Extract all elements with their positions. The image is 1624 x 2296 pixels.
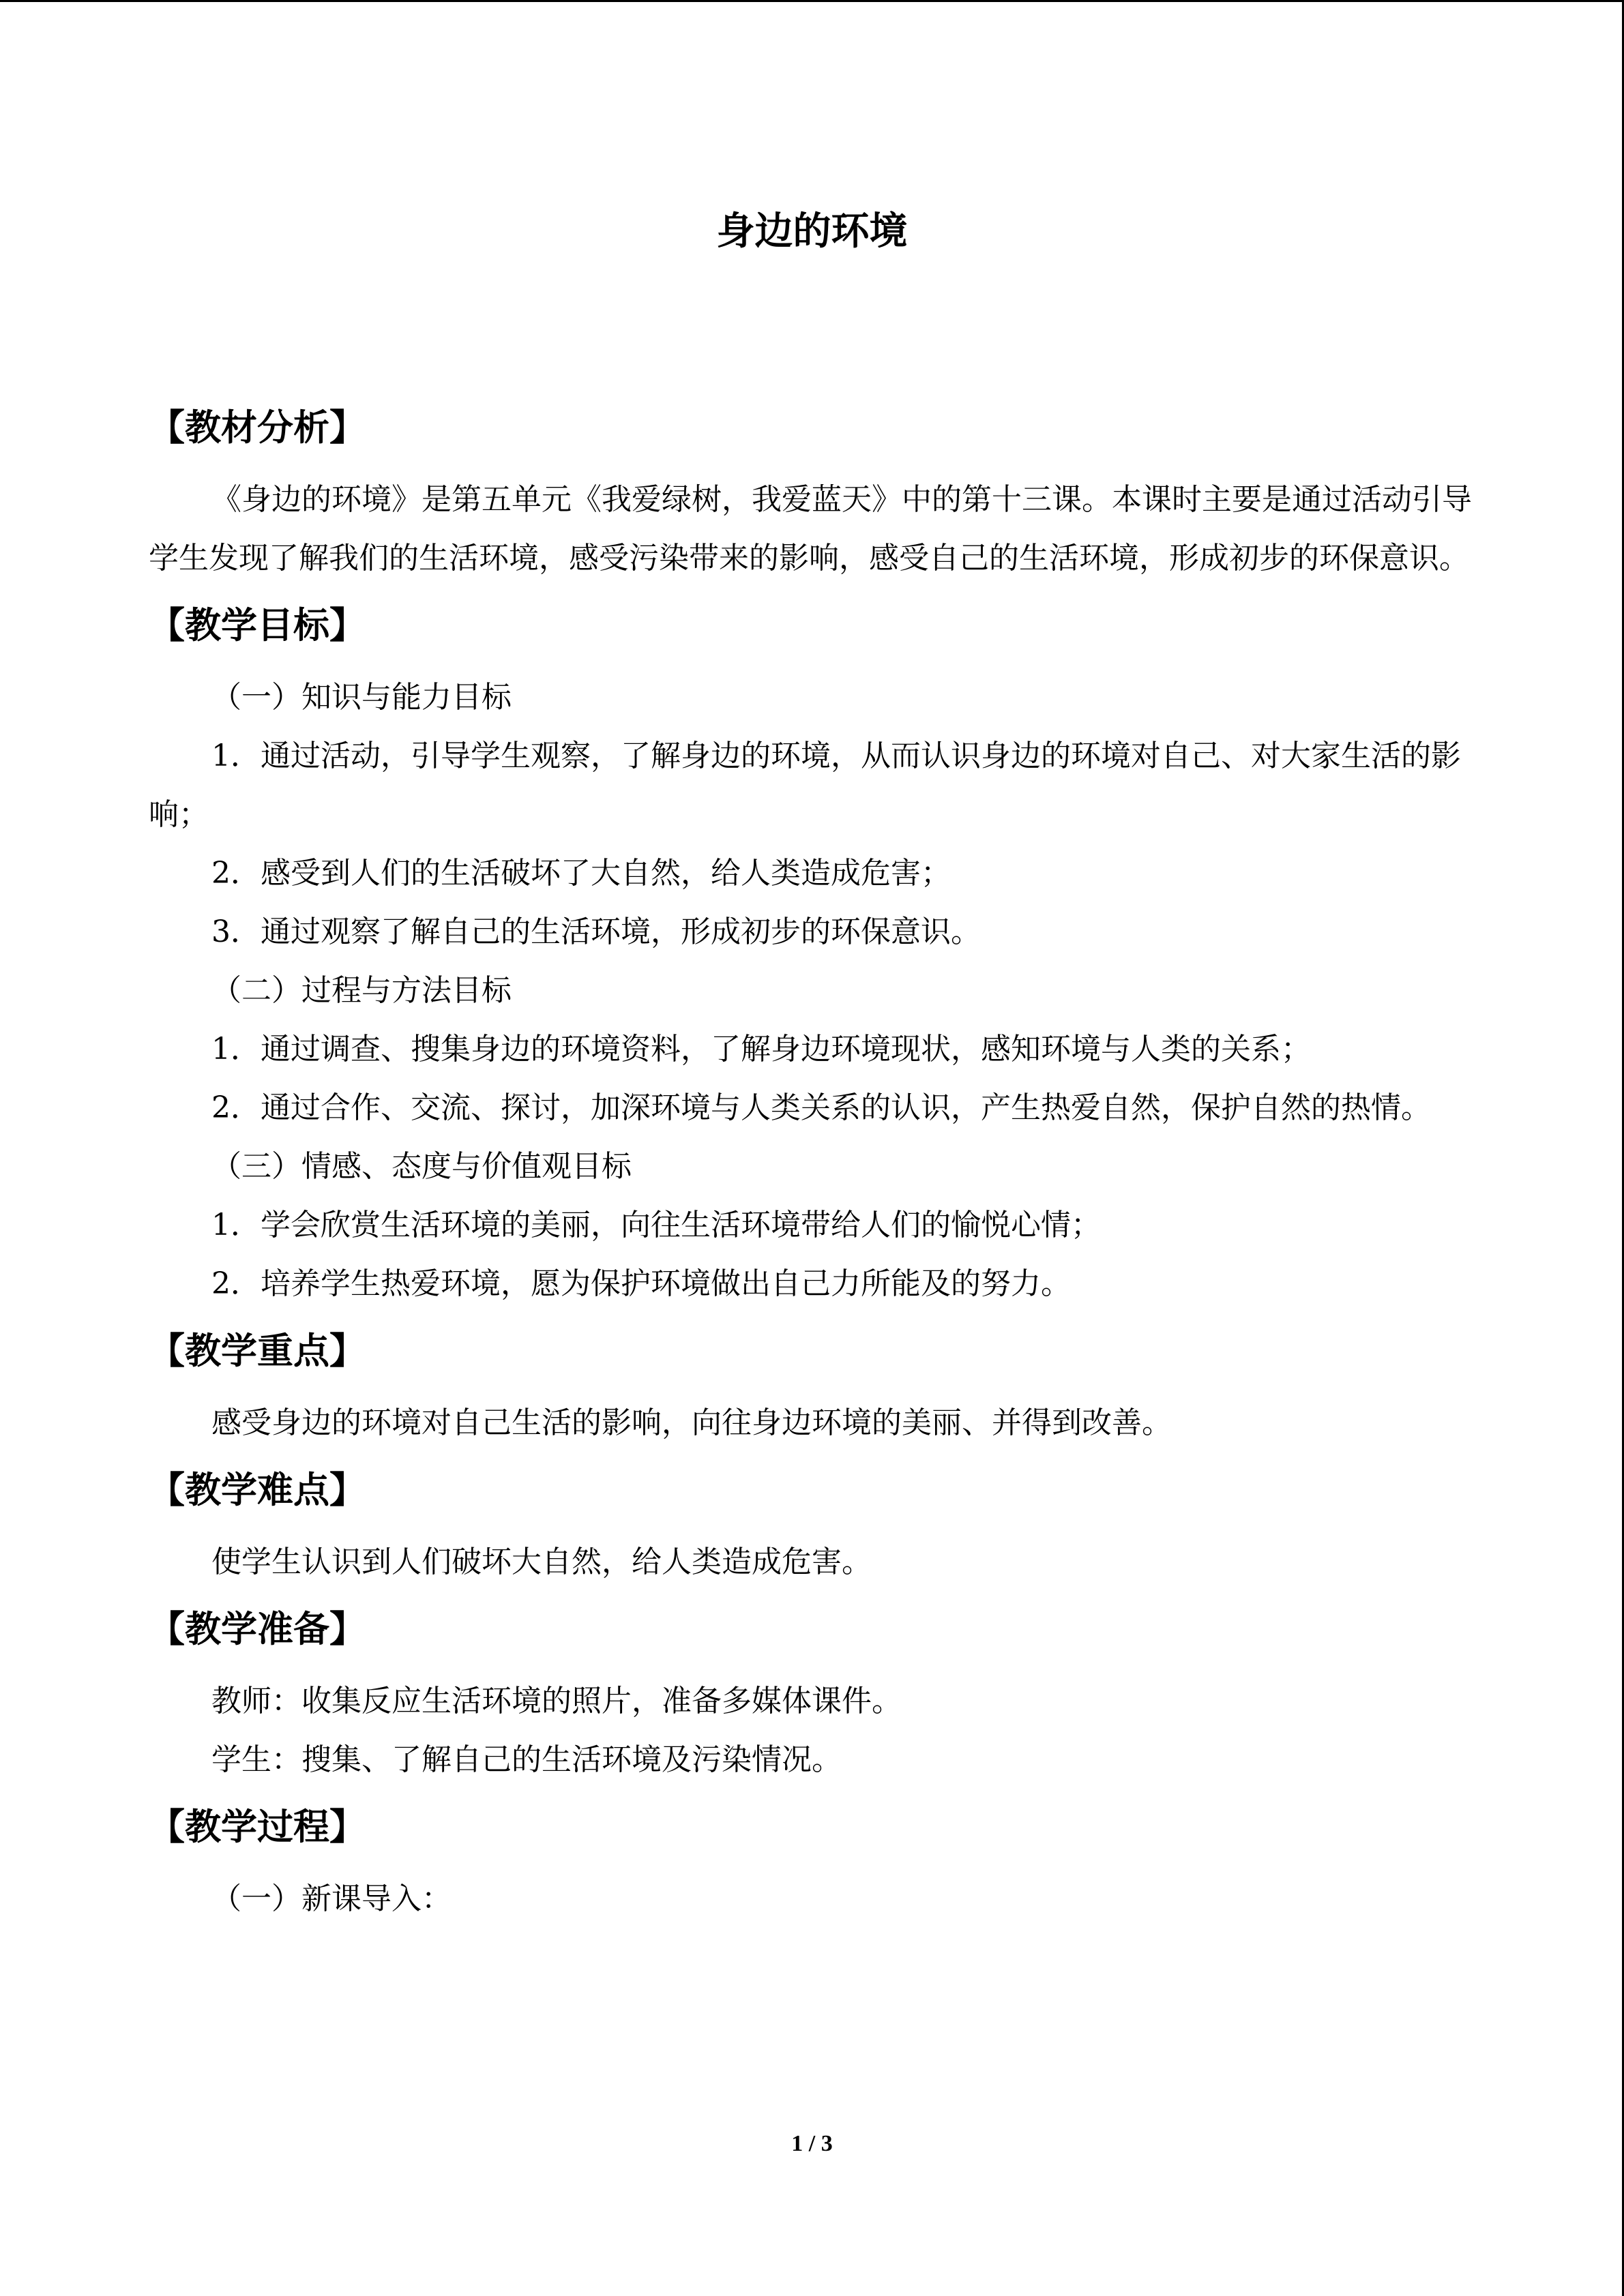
- goals-item-2-1: 1．通过调查、搜集身边的环境资料，了解身边环境现状，感知环境与人类的关系；: [211, 1032, 1311, 1067]
- goals-item-3-1: 1．学会欣赏生活环境的美丽，向往生活环境带给人们的愉悦心情；: [211, 1208, 1101, 1242]
- section-heading-key-points: 【教学重点】: [149, 1330, 366, 1372]
- key-points-paragraph: 感受身边的环境对自己生活的影响，向往身边环境的美丽、并得到改善。: [211, 1405, 1172, 1440]
- analysis-paragraph: 《身边的环境》是第五单元《我爱绿树，我爱蓝天》中的第十三课。本课时主要是通过活动引导学生发现了解我们的生活环境，感受污染带来的影响，感受自己的生活环境，形成初步的环保意识。: [149, 482, 1472, 576]
- goals-item-1-3: 3．通过观察了解自己的生活环境，形成初步的环保意识。: [211, 914, 981, 949]
- goals-item-1-1: 1．通过活动，引导学生观察，了解身边的环境，从而认识身边的环境对自己、对大家生活的影响；: [149, 739, 1461, 832]
- difficulties-paragraph: 使学生认识到人们破坏大自然，给人类造成危害。: [211, 1545, 872, 1579]
- process-subheading-1: （一）新课导入：: [211, 1881, 452, 1916]
- preparation-teacher: 教师：收集反应生活环境的照片，准备多媒体课件。: [211, 1684, 902, 1718]
- section-key-points: [149, 1319, 1475, 1452]
- section-heading-preparation: 【教学准备】: [149, 1609, 366, 1650]
- section-goals: [149, 593, 1475, 1313]
- section-heading-difficulties: 【教学难点】: [149, 1470, 366, 1511]
- section-analysis: [149, 396, 1475, 588]
- page-top-border: [0, 0, 1624, 2]
- goals-subheading-2: （二）过程与方法目标: [211, 973, 512, 1008]
- page-number: 1 / 3: [791, 2131, 833, 2156]
- section-heading-analysis: 【教材分析】: [149, 407, 366, 449]
- section-preparation: [149, 1597, 1475, 1789]
- section-heading-process: 【教学过程】: [149, 1806, 366, 1848]
- goals-subheading-1: （一）知识与能力目标: [211, 680, 512, 715]
- goals-item-2-2: 2．通过合作、交流、探讨，加深环境与人类关系的认识，产生热爱自然，保护自然的热情。: [211, 1090, 1431, 1125]
- section-heading-goals: 【教学目标】: [149, 605, 366, 646]
- page-title: 身边的环境: [716, 209, 908, 254]
- goals-item-1-2: 2．感受到人们的生活破坏了大自然，给人类造成危害；: [211, 856, 951, 891]
- section-difficulties: [149, 1458, 1475, 1592]
- document-body: [149, 205, 1475, 1934]
- preparation-student: 学生：搜集、了解自己的生活环境及污染情况。: [211, 1742, 842, 1777]
- goals-item-3-2: 2．培养学生热爱环境，愿为保护环境做出自己力所能及的努力。: [211, 1266, 1071, 1301]
- goals-subheading-3: （三）情感、态度与价值观目标: [211, 1149, 632, 1184]
- section-process: [149, 1795, 1475, 1928]
